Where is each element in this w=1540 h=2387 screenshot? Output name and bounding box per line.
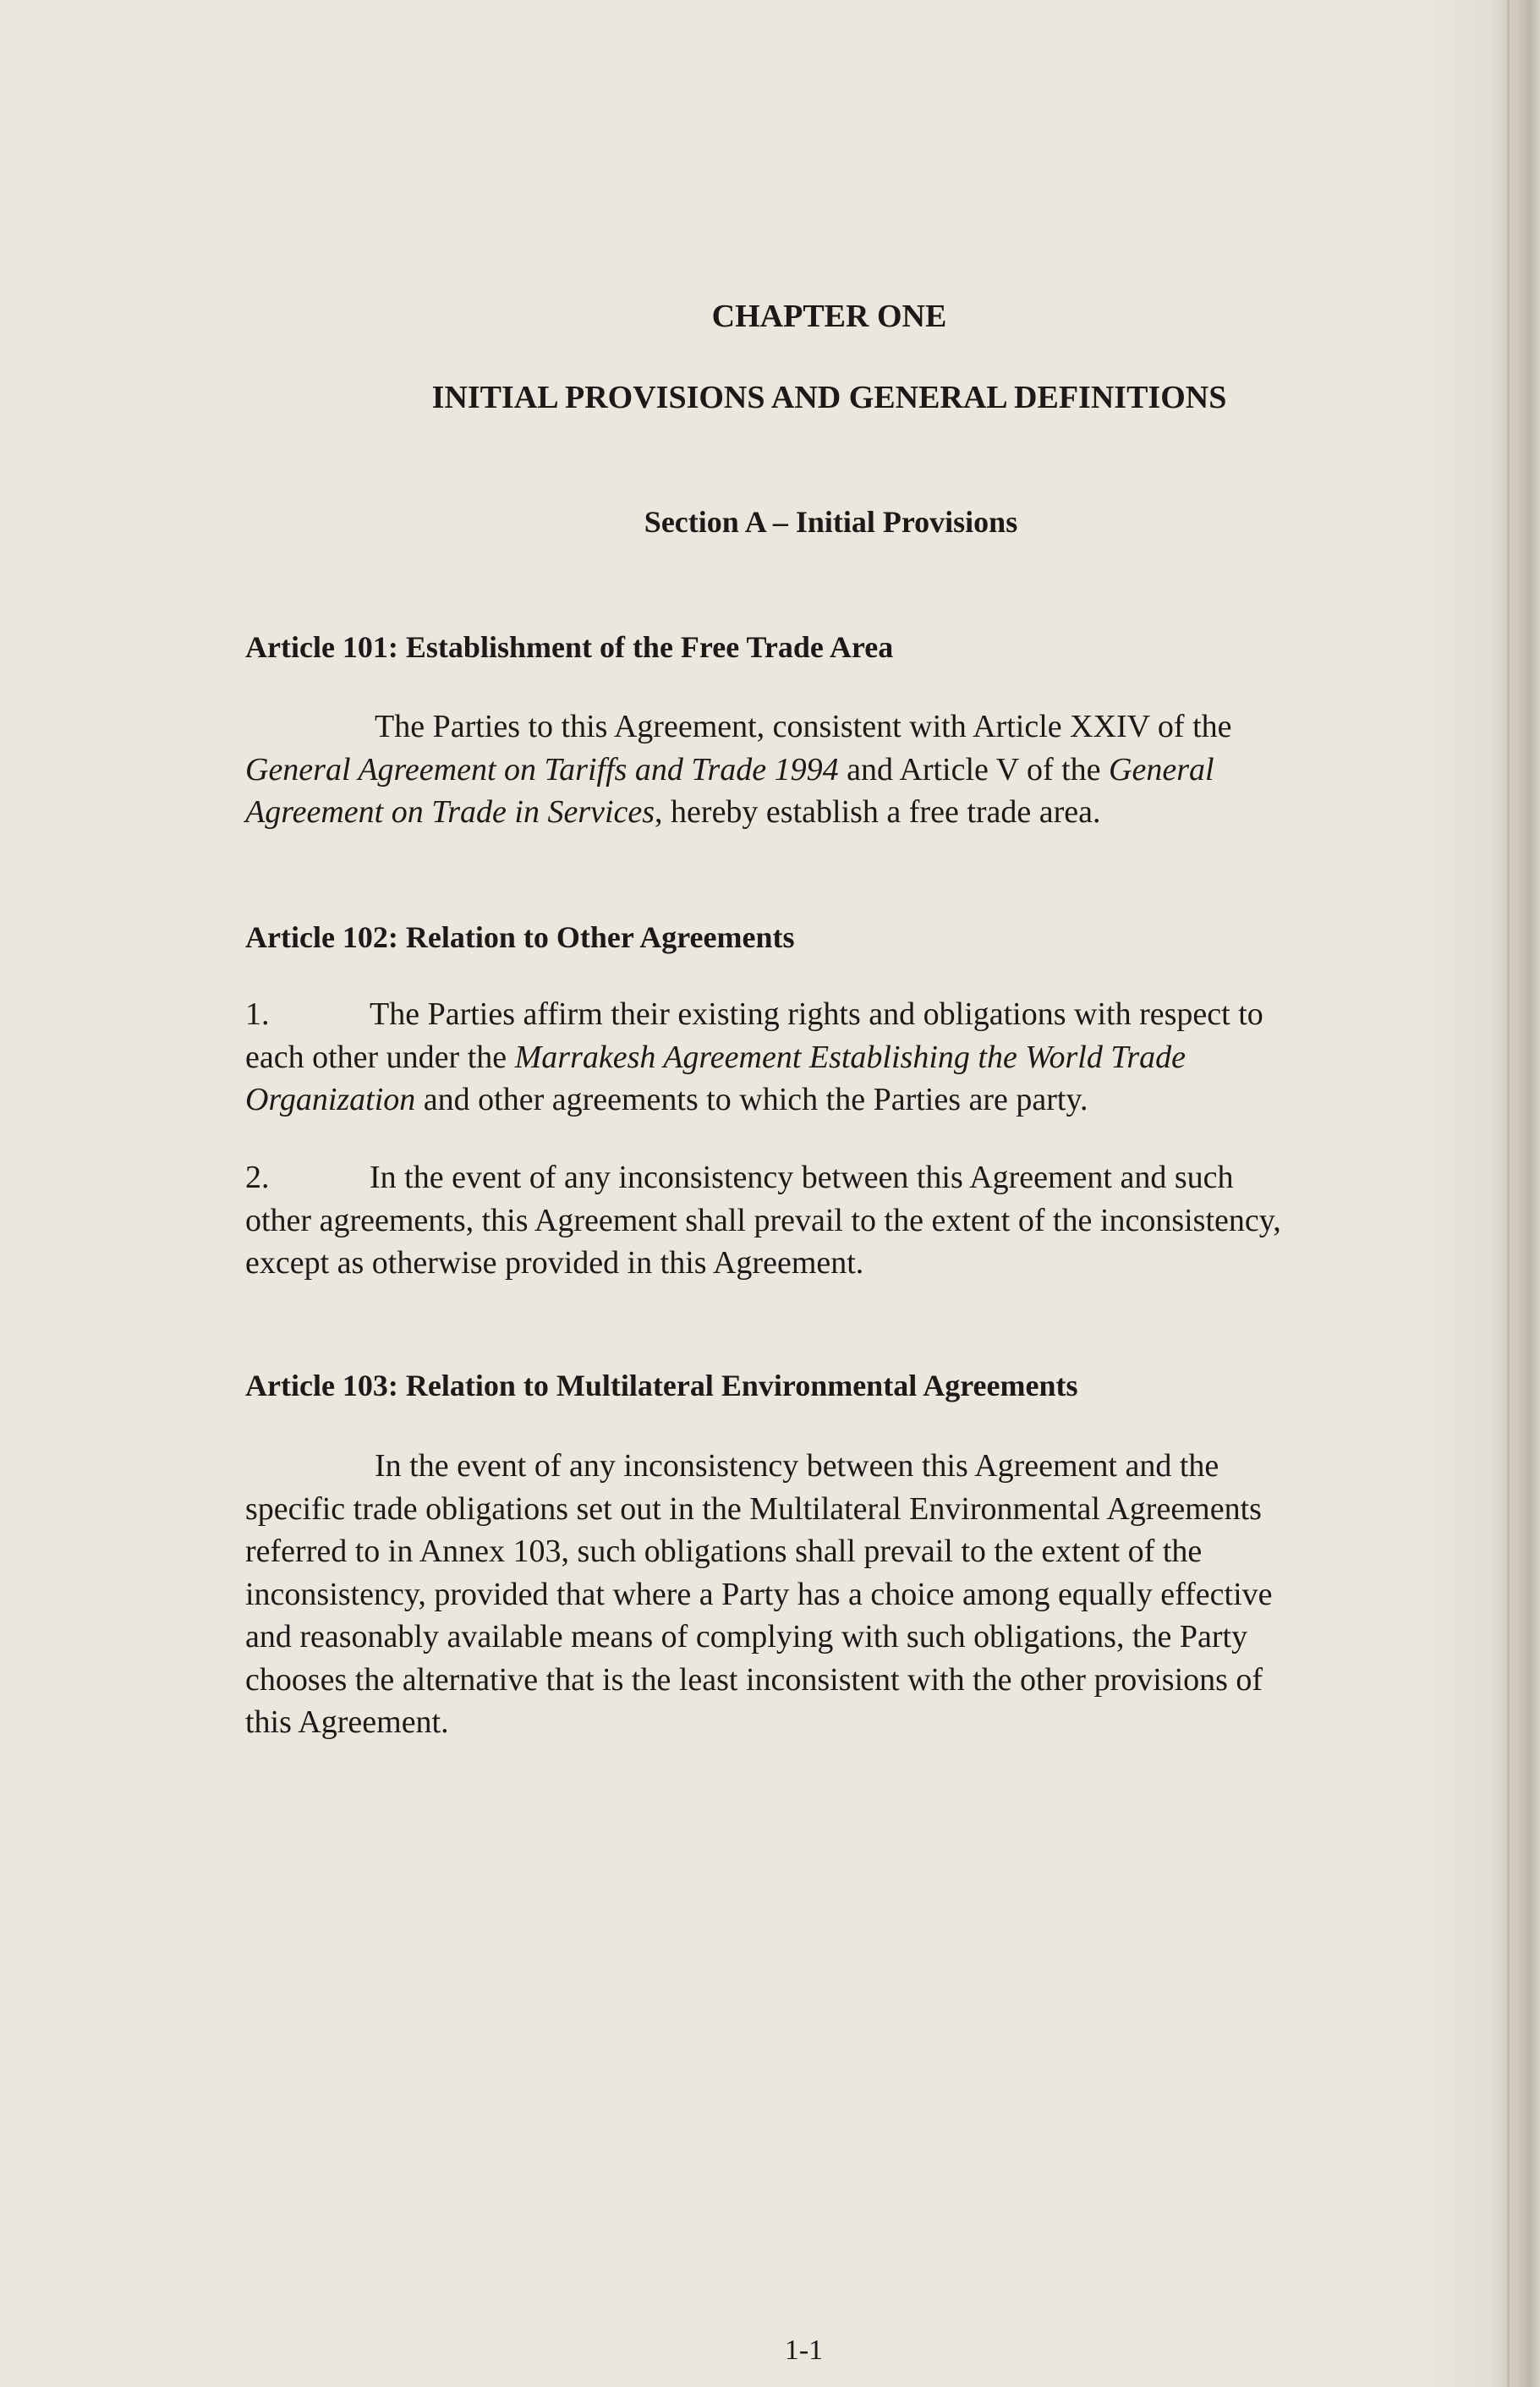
- text-run: and other agreements to which the Parties are party.: [415, 1082, 1088, 1117]
- page-number: 1-1: [784, 2335, 824, 2366]
- paragraph-line: [245, 1036, 1412, 1079]
- page-binding-shadow: [1507, 0, 1510, 2387]
- text-run: specific trade obligations set out in the Multilateral Environmental Agreements: [245, 1490, 1262, 1527]
- paragraph-line: [245, 1659, 1412, 1702]
- paragraph-number: 1.: [245, 996, 270, 1032]
- paragraph-line: [245, 1199, 1412, 1243]
- paragraph-line: [245, 705, 1412, 749]
- text-run: and reasonably available means of complying with such obligations, the Party: [245, 1619, 1248, 1654]
- text-run: and Article V of the: [838, 751, 1110, 787]
- text-run: other agreements, this Agreement shall prevail to the extent of the inconsistency,: [245, 1202, 1281, 1238]
- paragraph-line: [245, 1530, 1412, 1573]
- paragraph-line: [245, 1242, 1412, 1285]
- italic-text-run: General Agreement on Tariffs and Trade 1994: [245, 751, 839, 787]
- text-run: The Parties affirm their existing rights and obligations with respect to: [370, 996, 1263, 1032]
- italic-text-run: Agreement on Trade in Services: [245, 794, 655, 830]
- paragraph-line: [245, 791, 1412, 834]
- page-binding-edge: [1489, 0, 1540, 2387]
- paragraph-line: [245, 749, 1412, 792]
- paragraph-line: [245, 1573, 1412, 1616]
- article-102-paragraph-1: [245, 993, 1412, 1122]
- paragraph-line: [245, 993, 1412, 1036]
- text-run: each other under the: [245, 1039, 515, 1075]
- text-run: In the event of any inconsistency between this Agreement and such: [370, 1160, 1234, 1195]
- paragraph-line-text: [370, 996, 1263, 1032]
- chapter-title: CHAPTER ONE: [711, 299, 947, 334]
- paragraph-line: [245, 1156, 1412, 1199]
- article-103-paragraph: [245, 1445, 1412, 1744]
- article-101-paragraph: [245, 705, 1412, 834]
- chapter-subtitle: INITIAL PROVISIONS AND GENERAL DEFINITIONS: [431, 380, 1227, 415]
- text-run: , hereby establish a free trade area.: [655, 794, 1101, 830]
- article-102-paragraph-2: [245, 1156, 1412, 1285]
- text-run: inconsistency, provided that where a Party has a choice among equally effective: [245, 1576, 1273, 1612]
- paragraph-line-text: [370, 1160, 1233, 1195]
- italic-text-run: Marrakesh Agreement Establishing the World Trade: [514, 1039, 1187, 1075]
- paragraph-line: [245, 1488, 1412, 1531]
- italic-text-run: Organization: [245, 1082, 416, 1117]
- text-run: this Agreement.: [245, 1704, 449, 1740]
- text-run: In the event of any inconsistency between this Agreement and the: [375, 1448, 1219, 1484]
- article-103-heading: Article 103: Relation to Multilateral Environmental Agreements: [245, 1369, 1078, 1402]
- article-102-heading: Article 102: Relation to Other Agreements: [245, 920, 795, 954]
- paragraph-line: [245, 1445, 1412, 1488]
- text-run: The Parties to this Agreement, consistent with Article XXIV of the: [375, 709, 1232, 744]
- text-run: except as otherwise provided in this Agreement.: [245, 1245, 864, 1281]
- italic-text-run: General: [1109, 751, 1214, 787]
- text-run: referred to in Annex 103, such obligations shall prevail to the extent of the: [245, 1534, 1203, 1569]
- text-run: chooses the alternative that is the least inconsistent with the other provisions of: [245, 1661, 1263, 1698]
- article-101-heading: Article 101: Establishment of the Free Trade Area: [245, 630, 894, 664]
- section-title: Section A – Initial Provisions: [644, 505, 1018, 539]
- paragraph-line: [245, 1616, 1412, 1659]
- paragraph-number: 2.: [245, 1160, 270, 1195]
- paragraph-line: [245, 1701, 1412, 1744]
- paragraph-line: [245, 1078, 1412, 1122]
